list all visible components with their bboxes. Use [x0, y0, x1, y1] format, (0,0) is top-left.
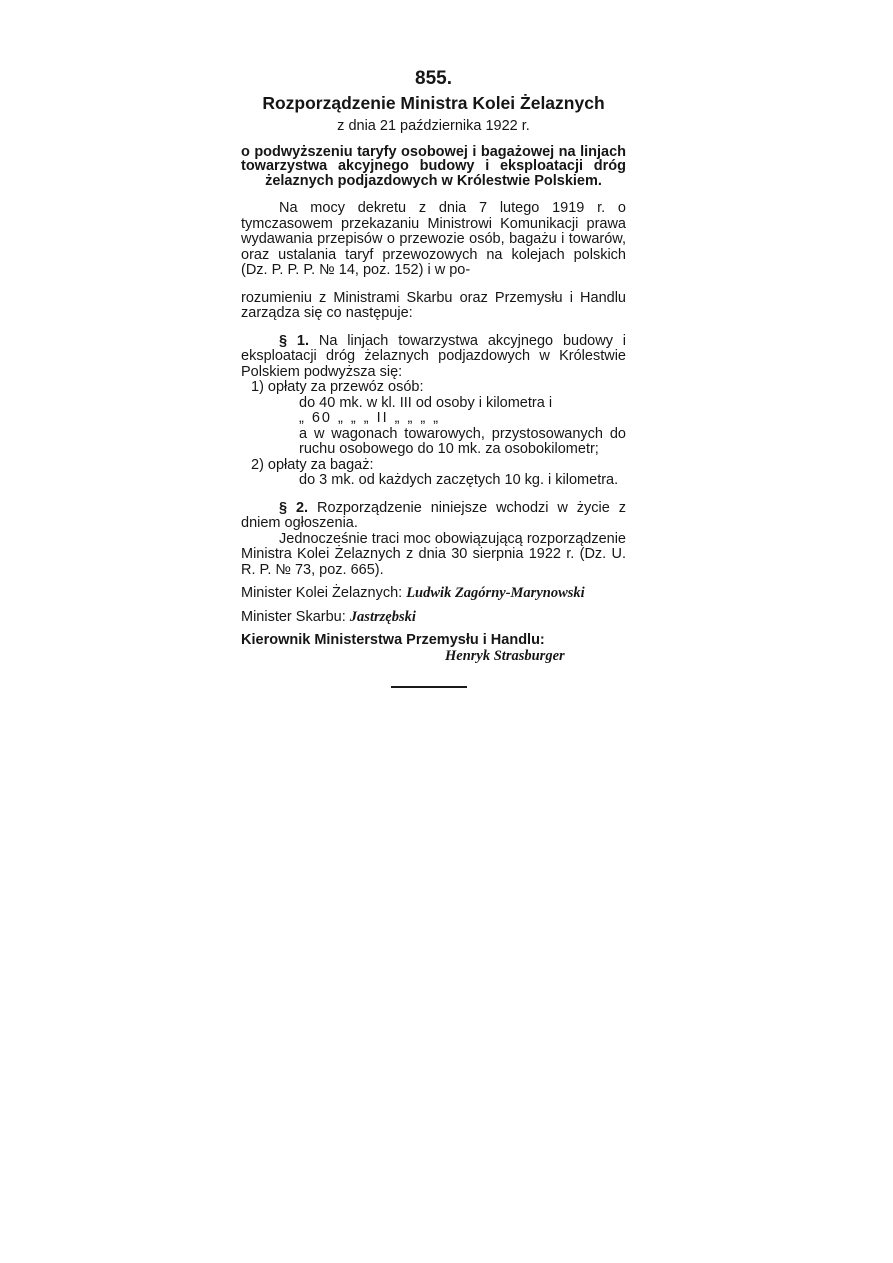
item-2-label: 2) opłaty za bagaż: — [251, 456, 374, 473]
section-1-text: Na linjach towarzystwa akcyjnego budowy i eksploatacji dróg żelaznych podjazdowych w Królestwie Polskiem podwyższa się: — [241, 332, 627, 380]
section-1 — [241, 334, 626, 381]
signature-role: Minister Kolei Żelaznych: — [241, 585, 403, 601]
signature-industry-role: Kierownik Ministerstwa Przemysłu i Handlu: — [241, 632, 545, 648]
item-1-rate-freight-wagons: a w wagonach towarowych, przystosowanych do ruchu osobowego do 10 mk. za osobokilometr; — [299, 425, 626, 457]
section-2 — [241, 501, 626, 532]
signature-railways — [241, 586, 626, 602]
preamble-paragraph: Na mocy dekretu z dnia 7 lutego 1919 r. o tymczasowem przekazaniu Ministrowi Komunikacji prawa wydawania przepisów o przewozie osób, bagażu i towarów, oraz ustalania taryf przewozowych na kolejach polskich (Dz. P. P. P. № 14, poz. 152) i w po- — [241, 200, 626, 278]
document-title: Rozporządzenie Ministra Kolei Żelaznych — [262, 93, 605, 113]
section-2-repeal-text: Jednocześnie traci moc obowiązującą rozporządzenie Ministra Kolei Żelaznych z dnia 30 sierpnia 1922 r. (Dz. U. R. P. № 73, poz. 665). — [241, 530, 626, 578]
item-1-rate-class-2: „ 60 „ „ „ II „ „ „ „ — [299, 410, 441, 426]
signature-treasury — [241, 610, 626, 626]
preamble-continuation: rozumieniu z Ministrami Skarbu oraz Przemysłu i Handlu zarządza się co następuje: — [241, 289, 626, 321]
signature-industry-name: Henryk Strasburger — [445, 647, 565, 664]
page-number: 855. — [415, 68, 452, 89]
section-2-mark: § 2. — [279, 499, 309, 516]
closing-rule — [391, 686, 467, 688]
section-1-mark: § 1. — [279, 332, 310, 349]
signature-name: Jastrzębski — [349, 608, 416, 625]
signature-name: Ludwik Zagórny-Marynowski — [406, 585, 585, 601]
item-1-label: 1) opłaty za przewóz osób: — [251, 379, 424, 395]
section-2-text: Rozporządzenie niniejsze wchodzi w życie z dniem ogłoszenia. — [241, 499, 627, 531]
document-subject: o podwyższeniu taryfy osobowej i bagażowej na linjach towarzystwa akcyjnego budowy i eksploatacji dróg żelaznych podjazdowych w Królestwie Polskiem. — [241, 143, 626, 189]
item-2-rate-baggage: do 3 mk. od każdych zaczętych 10 kg. i kilometra. — [299, 472, 619, 488]
document-date: z dnia 21 października 1922 r. — [337, 118, 530, 134]
signature-role: Minister Skarbu: — [241, 608, 346, 625]
document-page — [241, 68, 626, 688]
item-1-rate-class-3: do 40 mk. w kl. III od osoby i kilometra i — [299, 394, 553, 411]
